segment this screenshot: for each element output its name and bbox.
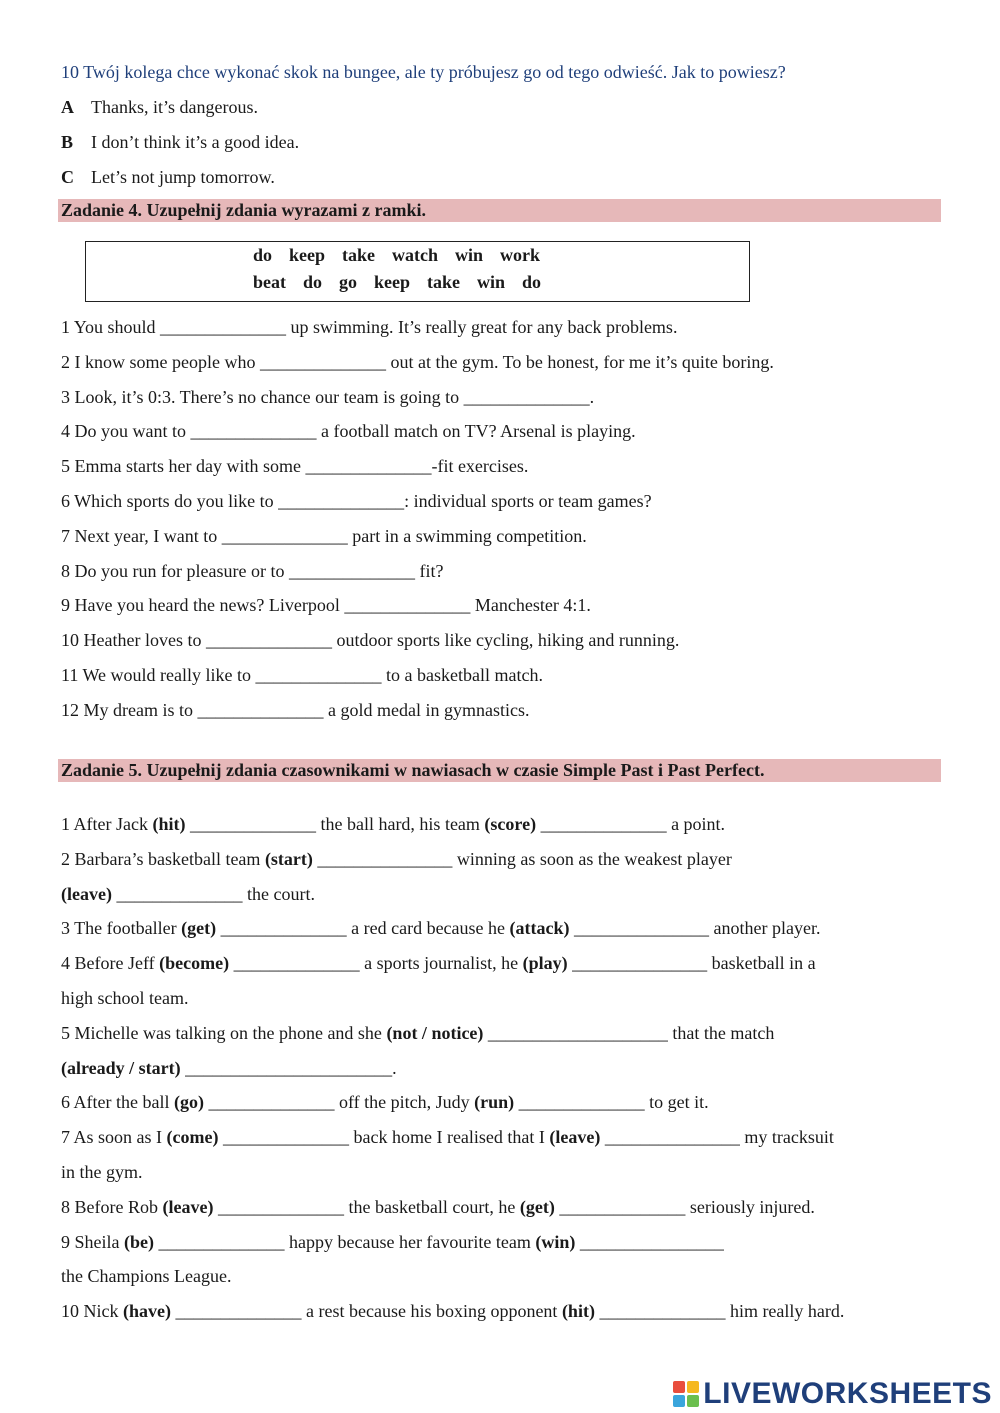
sentence-text: _______________________. bbox=[180, 1058, 397, 1078]
verb-cue: (be) bbox=[124, 1232, 154, 1252]
option-letter: A bbox=[61, 97, 74, 117]
logo-square bbox=[687, 1395, 699, 1407]
task5-title: Zadanie 5. Uzupełnij zdania czasownikami w nawiasach w czasie Simple Past i Past Perfect. bbox=[58, 759, 941, 782]
verb-cue: (go) bbox=[173, 1092, 204, 1112]
task5-line[interactable] bbox=[61, 1126, 834, 1148]
sentence-text: _______________ my tracksuit bbox=[600, 1127, 834, 1147]
sentence-text: ______________ the basketball court, he bbox=[213, 1197, 520, 1217]
task5-line[interactable] bbox=[61, 952, 816, 974]
sentence-text: ______________ a sports journalist, he bbox=[229, 953, 523, 973]
logo-square bbox=[673, 1381, 685, 1393]
verb-cue: (attack) bbox=[509, 918, 570, 938]
word-box-word: keep bbox=[289, 245, 326, 265]
verb-cue: (become) bbox=[159, 953, 230, 973]
task5-line[interactable] bbox=[61, 848, 732, 870]
task4-sentence[interactable]: 12 My dream is to ______________ a gold medal in gymnastics. bbox=[61, 700, 530, 720]
answer-option-b[interactable] bbox=[61, 131, 299, 153]
word-box-word: win bbox=[455, 245, 484, 265]
task5-line[interactable] bbox=[61, 1057, 397, 1079]
sentence-text: ______________ a rest because his boxing opponent bbox=[171, 1301, 562, 1321]
word-box-word: beat bbox=[253, 272, 286, 292]
logo-text: LIVEWORKSHEETS bbox=[703, 1377, 992, 1410]
task5-line[interactable] bbox=[61, 1265, 231, 1287]
sentence-text: _______________ another player. bbox=[569, 918, 821, 938]
sentence-text: 1 After Jack bbox=[61, 814, 153, 834]
task4-sentence[interactable]: 1 You should ______________ up swimming. It’s really great for any back problems. bbox=[61, 317, 678, 337]
word-box bbox=[85, 241, 750, 302]
task5-line[interactable] bbox=[61, 987, 188, 1009]
task4-sentence[interactable]: 7 Next year, I want to ______________ part in a swimming competition. bbox=[61, 526, 587, 546]
word-box-row-1 bbox=[253, 245, 557, 266]
word-box-word: take bbox=[427, 272, 461, 292]
verb-cue: (hit) bbox=[152, 814, 186, 834]
sentence-text: ______________ to get it. bbox=[514, 1092, 709, 1112]
option-text: Thanks, it’s dangerous. bbox=[91, 97, 258, 117]
sentence-text: ______________ off the pitch, Judy bbox=[203, 1092, 475, 1112]
sentence-text: 3 The footballer bbox=[61, 918, 182, 938]
sentence-text: _______________ winning as soon as the weakest player bbox=[312, 849, 732, 869]
sentence-text: 4 Before Jeff bbox=[61, 953, 160, 973]
verb-cue: (win) bbox=[535, 1232, 576, 1252]
sentence-text: ______________ happy because her favourite team bbox=[154, 1232, 536, 1252]
verb-cue: (not / notice) bbox=[386, 1023, 484, 1043]
word-box-word: keep bbox=[374, 272, 411, 292]
logo-square bbox=[673, 1395, 685, 1407]
task4-sentence[interactable]: 6 Which sports do you like to ______________: individual sports or team games? bbox=[61, 491, 652, 511]
sentence-text: ______________ seriously injured. bbox=[554, 1197, 815, 1217]
task5-line[interactable] bbox=[61, 917, 820, 939]
option-letter: B bbox=[61, 132, 74, 152]
word-box-word: work bbox=[500, 245, 541, 265]
option-letter: C bbox=[61, 167, 74, 187]
option-text: Let’s not jump tomorrow. bbox=[91, 167, 275, 187]
task4-title: Zadanie 4. Uzupełnij zdania wyrazami z ramki. bbox=[58, 199, 941, 222]
verb-cue: (come) bbox=[166, 1127, 219, 1147]
logo-square bbox=[687, 1381, 699, 1393]
answer-option-a[interactable] bbox=[61, 96, 258, 118]
sentence-text: ________________ bbox=[575, 1232, 724, 1252]
liveworksheets-logo bbox=[673, 1379, 992, 1409]
task5-line[interactable] bbox=[61, 1161, 143, 1183]
verb-cue: (play) bbox=[522, 953, 568, 973]
task4-sentence[interactable]: 5 Emma starts her day with some ______________-fit exercises. bbox=[61, 456, 529, 476]
word-box-word: do bbox=[303, 272, 323, 292]
sentence-text: high school team. bbox=[61, 988, 189, 1008]
task5-line[interactable] bbox=[61, 1196, 815, 1218]
word-box-word: take bbox=[342, 245, 376, 265]
sentence-text: _______________ basketball in a bbox=[567, 953, 816, 973]
sentence-text: ______________ back home I realised that I bbox=[218, 1127, 550, 1147]
task4-sentence[interactable]: 8 Do you run for pleasure or to ______________ fit? bbox=[61, 561, 444, 581]
task5-line[interactable] bbox=[61, 1300, 844, 1322]
sentence-text: ______________ a point. bbox=[536, 814, 726, 834]
verb-cue: (get) bbox=[519, 1197, 555, 1217]
task4-sentence[interactable]: 3 Look, it’s 0:3. There’s no chance our team is going to ______________. bbox=[61, 387, 595, 407]
verb-cue: (leave) bbox=[549, 1127, 601, 1147]
verb-cue: (run) bbox=[474, 1092, 515, 1112]
verb-cue: (hit) bbox=[561, 1301, 595, 1321]
answer-option-c[interactable] bbox=[61, 166, 275, 188]
liveworksheets-logo-icon bbox=[673, 1381, 699, 1407]
question-10: 10 Twój kolega chce wykonać skok na bungee, ale ty próbujesz go od tego odwieść. Jak to powiesz? bbox=[61, 62, 786, 82]
sentence-text: 8 Before Rob bbox=[61, 1197, 163, 1217]
task5-line[interactable] bbox=[61, 1022, 774, 1044]
verb-cue: (leave) bbox=[162, 1197, 214, 1217]
task4-sentence[interactable]: 11 We would really like to ______________ to a basketball match. bbox=[61, 665, 543, 685]
verb-cue: (start) bbox=[264, 849, 313, 869]
word-box-row-2 bbox=[253, 272, 558, 293]
task4-sentence[interactable]: 2 I know some people who ______________ out at the gym. To be honest, for me it’s quite boring. bbox=[61, 352, 774, 372]
verb-cue: (already / start) bbox=[61, 1058, 181, 1078]
task5-line[interactable] bbox=[61, 1231, 724, 1253]
sentence-text: the Champions League. bbox=[61, 1266, 232, 1286]
sentence-text: 9 Sheila bbox=[61, 1232, 124, 1252]
task5-line[interactable] bbox=[61, 1091, 709, 1113]
sentence-text: ______________ the ball hard, his team bbox=[185, 814, 485, 834]
sentence-text: ______________ a red card because he bbox=[216, 918, 510, 938]
task5-line[interactable] bbox=[61, 813, 725, 835]
word-box-word: watch bbox=[392, 245, 439, 265]
option-text: I don’t think it’s a good idea. bbox=[91, 132, 300, 152]
task4-sentence[interactable]: 9 Have you heard the news? Liverpool ______________ Manchester 4:1. bbox=[61, 595, 591, 615]
verb-cue: (get) bbox=[181, 918, 217, 938]
task4-sentence[interactable]: 10 Heather loves to ______________ outdoor sports like cycling, hiking and running. bbox=[61, 630, 680, 650]
word-box-word: go bbox=[339, 272, 358, 292]
task5-line[interactable] bbox=[61, 883, 315, 905]
sentence-text: 6 After the ball bbox=[61, 1092, 174, 1112]
sentence-text: 10 Nick bbox=[61, 1301, 123, 1321]
task4-sentence[interactable]: 4 Do you want to ______________ a football match on TV? Arsenal is playing. bbox=[61, 421, 636, 441]
sentence-text: ____________________ that the match bbox=[483, 1023, 775, 1043]
verb-cue: (score) bbox=[484, 814, 537, 834]
word-box-word: do bbox=[522, 272, 542, 292]
verb-cue: (leave) bbox=[61, 884, 112, 904]
word-box-word: win bbox=[477, 272, 506, 292]
sentence-text: 5 Michelle was talking on the phone and she bbox=[61, 1023, 387, 1043]
verb-cue: (have) bbox=[123, 1301, 171, 1321]
sentence-text: ______________ him really hard. bbox=[594, 1301, 845, 1321]
word-box-word: do bbox=[253, 245, 273, 265]
sentence-text: in the gym. bbox=[61, 1162, 143, 1182]
sentence-text: ______________ the court. bbox=[111, 884, 315, 904]
sentence-text: 7 As soon as I bbox=[61, 1127, 167, 1147]
sentence-text: 2 Barbara’s basketball team bbox=[61, 849, 265, 869]
